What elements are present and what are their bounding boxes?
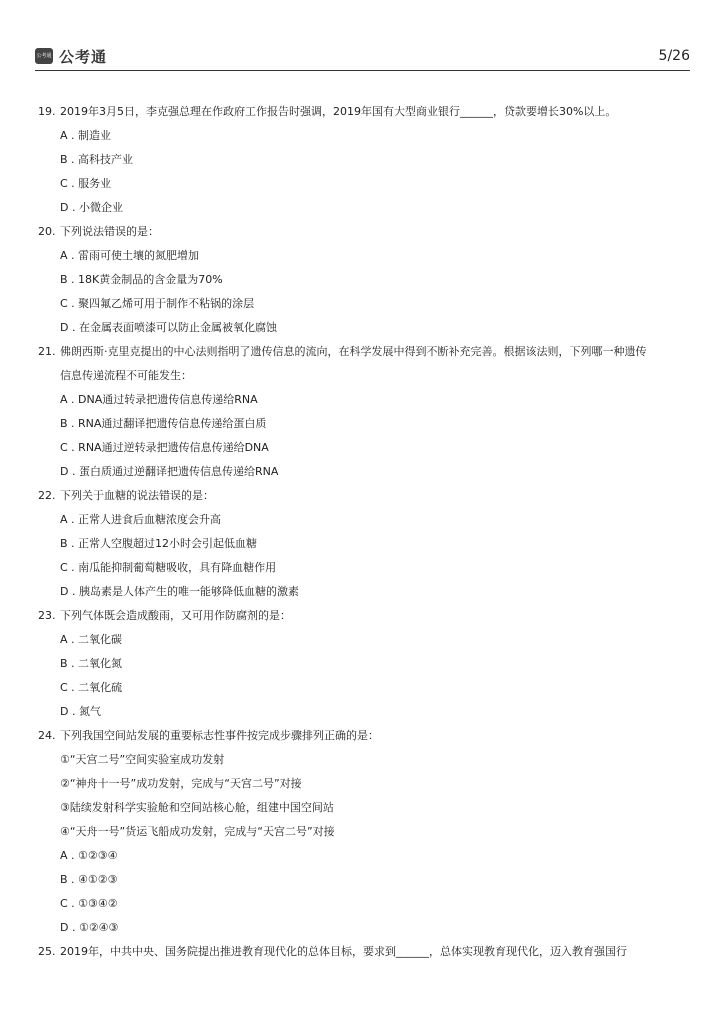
question-number: 20. <box>38 225 56 238</box>
question-22 <box>38 484 698 604</box>
question-21 <box>38 340 698 484</box>
question-stem <box>38 724 698 748</box>
question-text: 下列说法错误的是： <box>60 225 159 238</box>
option-b: B . ④①②③ <box>60 873 118 886</box>
option-c: C . 服务业 <box>60 177 112 190</box>
logo <box>35 46 107 66</box>
statement-item: ③陆续发射科学实验舱和空间站核心舱，组建中国空间站 <box>60 801 334 814</box>
option-d: D . 蛋白质通过逆翻译把遗传信息传递给RNA <box>60 465 279 478</box>
question-25 <box>38 940 698 964</box>
option-c: C . 聚四氟乙烯可用于制作不粘锅的涂层 <box>60 297 255 310</box>
question-text: 佛朗西斯·克里克提出的中心法则指明了遗传信息的流向，在科学发展中得到不断补充完善。根据该法则，下列哪一种遗传 <box>60 345 647 358</box>
question-20 <box>38 220 698 340</box>
option-d: D . 小微企业 <box>60 201 123 214</box>
option-c: C . ①③④② <box>60 897 118 910</box>
question-stem <box>38 604 698 628</box>
question-number: 21. <box>38 345 56 358</box>
option-b: B . 正常人空腹超过12小时会引起低血糖 <box>60 537 258 550</box>
question-text: 下列气体既会造成酸雨，又可用作防腐剂的是： <box>60 609 291 622</box>
option-c: C . 二氧化硫 <box>60 681 123 694</box>
page-header <box>35 46 690 71</box>
question-number: 25. <box>38 945 56 958</box>
question-stem <box>38 484 698 508</box>
option-d: D . 在金属表面喷漆可以防止金属被氧化腐蚀 <box>60 321 277 334</box>
option-a: A . 正常人进食后血糖浓度会升高 <box>60 513 222 526</box>
option-d: D . 胰岛素是人体产生的唯一能够降低血糖的激素 <box>60 585 299 598</box>
question-stem <box>38 220 698 244</box>
option-a: A . 制造业 <box>60 129 112 142</box>
option-d: D . 氮气 <box>60 705 101 718</box>
question-number: 24. <box>38 729 56 742</box>
statement-item: ②“神舟十一号”成功发射，完成与“天宫二号”对接 <box>60 777 302 790</box>
question-number: 19. <box>38 105 56 118</box>
question-24 <box>38 724 698 940</box>
question-number: 23. <box>38 609 56 622</box>
question-text-cont: 信息传递流程不可能发生： <box>60 369 192 382</box>
question-text: 下列关于血糖的说法错误的是： <box>60 489 214 502</box>
option-b: B . 二氧化氮 <box>60 657 123 670</box>
question-number: 22. <box>38 489 56 502</box>
statement-item: ①“天宫二号”空间实验室成功发射 <box>60 753 225 766</box>
option-c: C . RNA通过逆转录把遗传信息传递给DNA <box>60 441 269 454</box>
option-a: A . 雷雨可使土壤的氮肥增加 <box>60 249 200 262</box>
option-b: B . 高科技产业 <box>60 153 134 166</box>
logo-text: 公考通 <box>59 47 108 66</box>
question-text: 下列我国空间站发展的重要标志性事件按完成步骤排列正确的是： <box>60 729 379 742</box>
logo-icon: 公考通 <box>35 48 53 64</box>
option-a: A . 二氧化碳 <box>60 633 123 646</box>
question-stem <box>38 940 698 964</box>
page-number: 5/26 <box>658 48 690 64</box>
question-text: 2019年3月5日，李克强总理在作政府工作报告时强调，2019年国有大型商业银行______，贷款要增长30%以上。 <box>60 105 617 118</box>
question-list <box>38 100 698 964</box>
question-19 <box>38 100 698 220</box>
option-a: A . DNA通过转录把遗传信息传递给RNA <box>60 393 258 406</box>
option-c: C . 南瓜能抑制葡萄糖吸收，具有降血糖作用 <box>60 561 277 574</box>
question-23 <box>38 604 698 724</box>
option-b: B . 18K黄金制品的含金量为70% <box>60 273 223 286</box>
question-stem <box>38 100 698 124</box>
option-d: D . ①②④③ <box>60 921 119 934</box>
statement-item: ④“天舟一号”货运飞船成功发射，完成与“天宫二号”对接 <box>60 825 335 838</box>
option-a: A . ①②③④ <box>60 849 118 862</box>
question-text: 2019年，中共中央、国务院提出推进教育现代化的总体目标，要求到______，总体实现教育现代化，迈入教育强国行 <box>60 945 627 958</box>
option-b: B . RNA通过翻译把遗传信息传递给蛋白质 <box>60 417 267 430</box>
question-stem <box>38 340 698 364</box>
